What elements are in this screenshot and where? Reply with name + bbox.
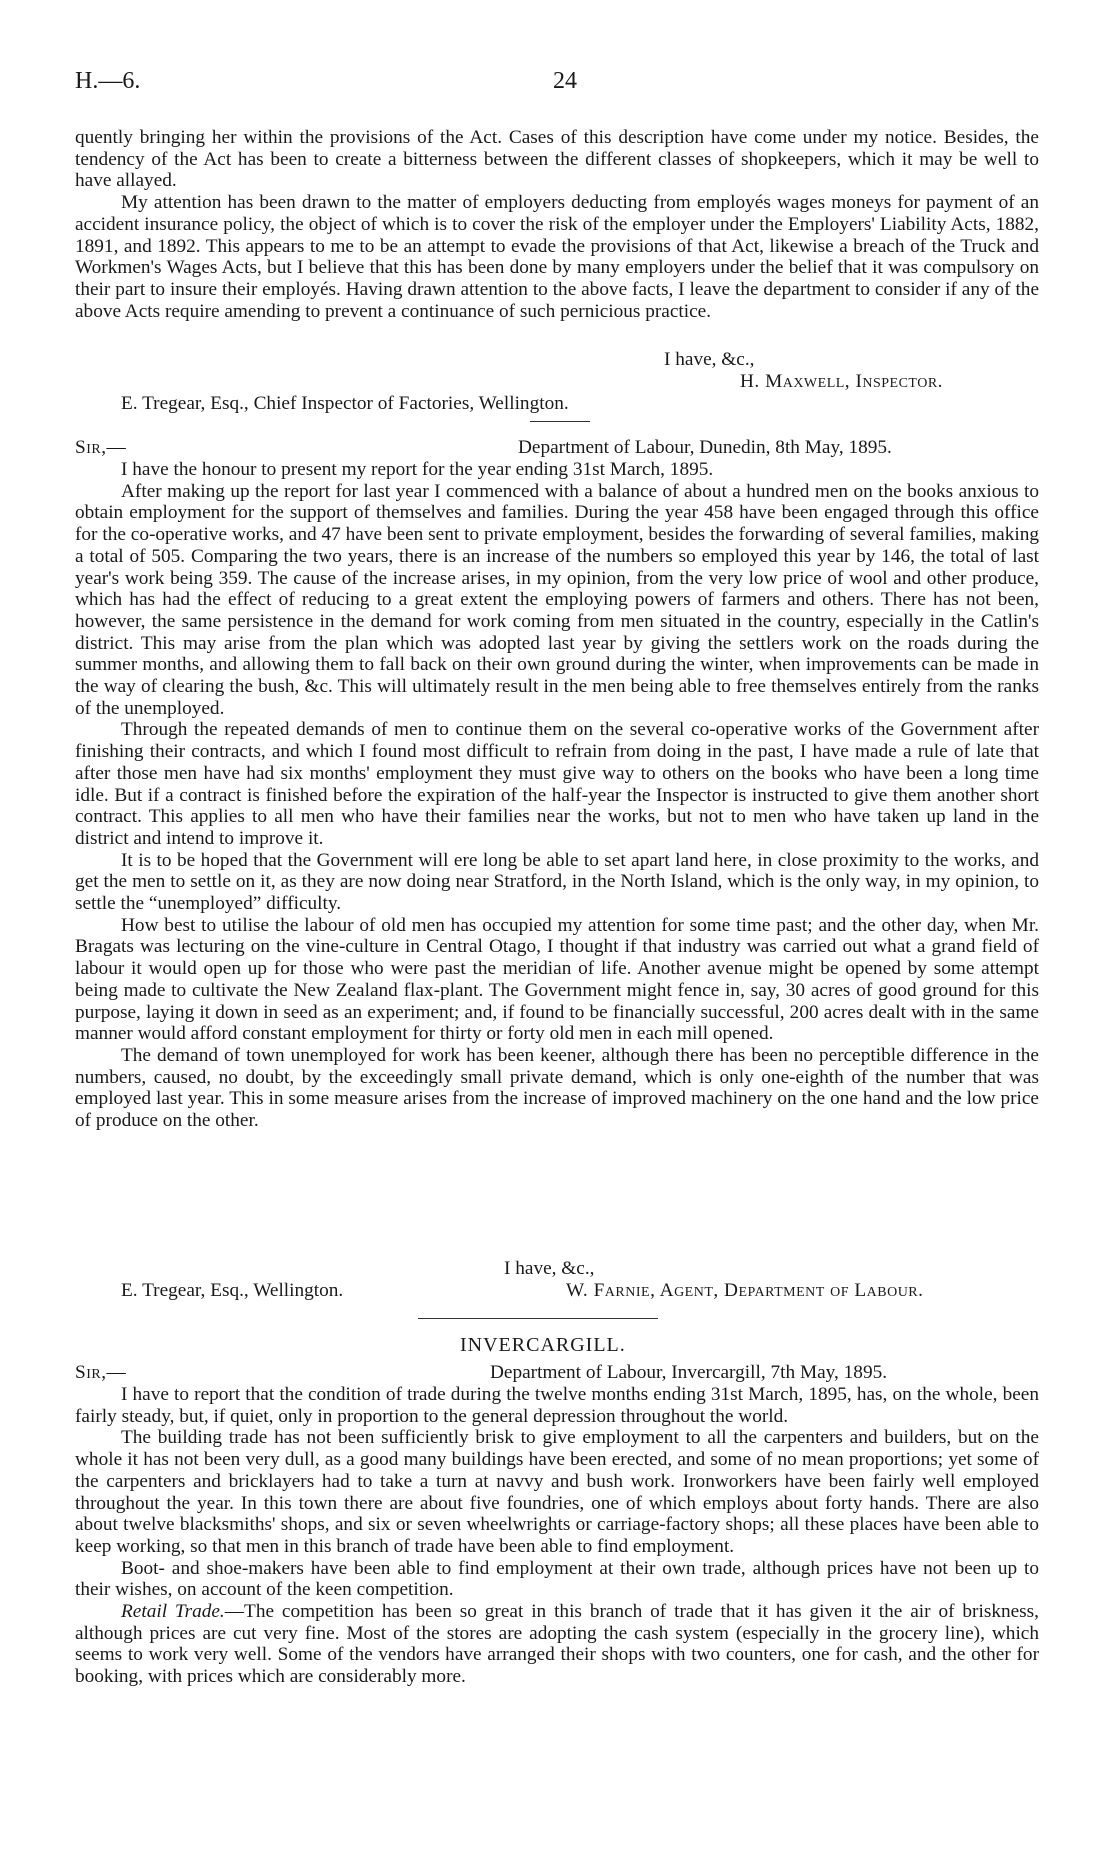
closing: I have, &c.,	[504, 1258, 595, 1279]
paragraph: After making up the report for last year I commenced with a balance of about a hundred men on the books anxious to obtain employment for the support of themselves and families. During the year 458 have been engaged through this office for the co-operative works, and 47 have been sent to private employment, besides the forwarding of several families, making a total of 505. Comparing the two years, there is an increase of the numbers so employed this year by 146, the total of last year's work being 359. The cause of the increase arises, in my opinion, from the very low price of wool and other produce, which has had the effect of reducing to a great extent the employing powers of farmers and others. There has not been, however, the same persistence in the demand for work coming from men situated in the country, especially in the Catlin's district. This may arise from the plan which was adopted last year by giving the settlers work on the roads during the summer months, and allowing them to fall back on their own ground during the winter, when improvements can be made in the way of clearing the bush, &c. This will ultimately result in the men being able to free themselves entirely from the ranks of the unemployed.	[75, 480, 1039, 719]
addressee: E. Tregear, Esq., Chief Inspector of Factories, Wellington.	[121, 393, 569, 414]
paragraph: It is to be hoped that the Government will ere long be able to set apart land here, in close proximity to the works, and get the men to settle on it, as they are now doing near Stratford, in the North Island, which is the only way, in my opinion, to settle the “unemployed” difficulty.	[75, 849, 1039, 915]
retail-trade-text: —The competition has been so great in this branch of trade that it has given it the air of briskness, although prices are cut very fine. Most of the stores are adopting the cash system (especially in the grocery line), which seems to work very well. Some of the vendors have arranged their shops with two counters, one for cash, and the other for booking, with prices which are considerably more.	[75, 1601, 1039, 1688]
dateline: Department of Labour, Invercargill, 7th May, 1895.	[490, 1362, 888, 1383]
paragraph	[75, 1601, 1039, 1688]
divider	[530, 421, 590, 422]
paragraph: The demand of town unemployed for work has been keener, although there has been no perceptible difference in the numbers, caused, no doubt, by the exceedingly small private demand, which is only one-eighth of the number that was employed last year. This in some measure arises from the increase of improved machinery on the one hand and the low price of produce on the other.	[75, 1044, 1039, 1132]
document-reference: H.—6.	[75, 68, 141, 94]
paragraph: I have to report that the condition of trade during the twelve months ending 31st March, 1895, has, on the whole, been fairly steady, but, if quiet, only in proportion to the general depression throughout the world.	[75, 1384, 1039, 1427]
section-heading: INVERCARGILL.	[460, 1334, 626, 1356]
closing: I have, &c.,	[664, 349, 755, 370]
signature: H. Maxwell, Inspector.	[740, 371, 943, 392]
letter-farnie	[75, 459, 1039, 1132]
paragraph: Through the repeated demands of men to continue them on the several co-operative works of the Government after finishing their contracts, and which I found most difficult to refrain from doing in the past, I have made a rule of late that after those men have had six months' employment they must give way to others on the books who have been a long time idle. But if a contract is finished before the expiration of the half-year the Inspector is instructed to give them another short contract. This applies to all men who have their families near the works, but not to men who have taken up land in the district and intend to improve it.	[75, 719, 1039, 849]
opening-paragraph: I have the honour to present my report for the year ending 31st March, 1895.	[121, 459, 714, 480]
paragraph: How best to utilise the labour of old men has occupied my attention for some time past; and the other day, when Mr. Bragats was lecturing on the vine-culture in Central Otago, I thought if that industry was carried out what a grand field of labour it would open up for those who were past the meridian of life. Another avenue might be opened by some attempt being made to cultivate the New Zealand flax-plant. The Government might fence in, say, 30 acres of good ground for this purpose, laying it down in seed as an experiment; and, if found to be financially successful, 200 acres dealt with in the same manner would afford constant employment for thirty or forty old men in each mill opened.	[75, 914, 1039, 1045]
addressee: E. Tregear, Esq., Wellington.	[121, 1280, 344, 1301]
paragraph: The building trade has not been sufficiently brisk to give employment to all the carpenters and builders, but on the whole it has not been very dull, as a good many buildings have been erected, and some of no mean proportions; yet some of the carpenters and bricklayers had to take a turn at navvy and bush work. Ironworkers have been fairly well employed throughout the year. In this town there are about five foundries, one of which employs about forty hands. There are also about twelve blacksmiths' shops, and six or seven wheelwrights or carriage-factory shops; all these places have been able to keep working, so that men in this branch of trade have been able to find employment.	[75, 1427, 1039, 1557]
paragraph: My attention has been drawn to the matter of employers deducting from employés wages moneys for payment of an accident insurance policy, the object of which is to cover the risk of the employer under the Employers' Liability Acts, 1882, 1891, and 1892. This appears to me to be an attempt to evade the provisions of that Act, likewise a breach of the Truck and Workmen's Wages Acts, but I believe that this has been done by many employers under the belief that it was compulsory on their part to insure their employés. Having drawn attention to the above facts, I leave the department to consider if any of the above Acts require amending to prevent a continuance of such pernicious practice.	[75, 192, 1039, 322]
page-header	[75, 68, 1040, 102]
paragraph: Boot- and shoe-makers have been able to find employment at their own trade, although prices have not been up to their wishes, on account of the keen competition.	[75, 1557, 1039, 1601]
salutation: Sir,—	[75, 1362, 127, 1383]
section-divider	[418, 1318, 658, 1319]
letter-maxwell	[75, 127, 1039, 322]
paragraph: quently bringing her within the provisions of the Act. Cases of this description have come under my notice. Besides, the tendency of the Act has been to create a bitterness between the different classes of shopkeepers, which it may be well to have allayed.	[75, 127, 1039, 192]
signature: W. Farnie, Agent, Department of Labour.	[566, 1280, 924, 1301]
dateline: Department of Labour, Dunedin, 8th May, 1895.	[518, 437, 892, 458]
letter-invercargill	[75, 1384, 1039, 1688]
page-number: 24	[553, 68, 577, 94]
salutation: Sir,—	[75, 437, 127, 458]
retail-trade-label: Retail Trade.	[121, 1601, 225, 1623]
